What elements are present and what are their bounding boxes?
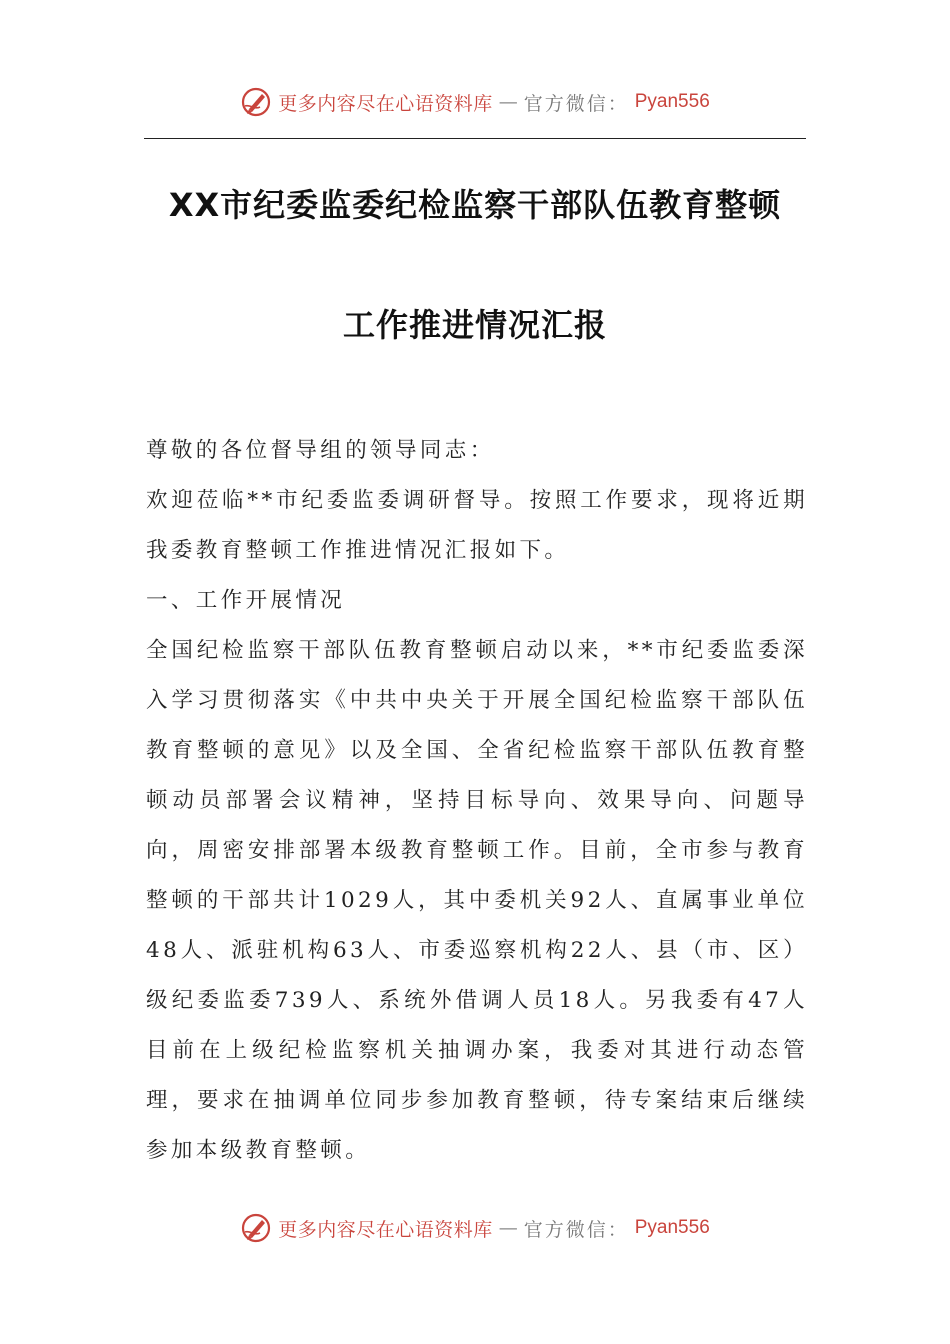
pen-logo-icon <box>240 1212 272 1244</box>
salutation: 尊敬的各位督导组的领导同志： <box>146 438 495 463</box>
watermark-main-text: 更多内容尽在心语资料库 <box>278 92 493 115</box>
footer-watermark <box>0 1212 950 1244</box>
watermark-wechat-id: Pyan556 <box>634 91 710 112</box>
header-divider <box>144 138 806 139</box>
watermark-wechat-id: Pyan556 <box>634 1217 710 1238</box>
header-watermark <box>0 86 950 118</box>
watermark-official-label: 官方微信： <box>523 1218 629 1241</box>
document-body <box>146 426 808 1176</box>
watermark-official-label: 官方微信： <box>523 92 629 115</box>
document-title-line2: 工作推进情况汇报 <box>342 306 607 344</box>
section-heading-1: 一、工作开展情况 <box>146 588 346 613</box>
pen-logo-icon <box>240 86 272 118</box>
intro-paragraph: 欢迎莅临**市纪委监委调研督导。按照工作要求，现将近期我委教育整顿工作推进情况汇报如下。 <box>146 488 808 563</box>
watermark-main-text: 更多内容尽在心语资料库 <box>278 1218 493 1241</box>
watermark-dash: — <box>498 91 518 113</box>
document-title-line1: XX市纪委监委纪检监察干部队伍教育整顿 <box>168 186 782 224</box>
watermark-dash: — <box>498 1217 518 1239</box>
section-1-paragraph: 全国纪检监察干部队伍教育整顿启动以来，**市纪委监委深入学习贯彻落实《中共中央关于开展全国纪检监察干部队伍教育整顿的意见》以及全国、全省纪检监察干部队伍教育整顿动员部署会议精神，坚持目标导向、效果导向、问题导向，周密安排部署本级教育整顿工作。目前，全市参与教育整顿的干部共计1029人，其中委机关92人、直属事业单位48人、派驻机构63人、市委巡察机构22人、县（市、区）级纪委监委739人、系统外借调人员18人。另我委有47人目前在上级纪检监察机关抽调办案，我委对其进行动态管理，要求在抽调单位同步参加教育整顿，待专案结束后继续参加本级教育整顿。 <box>146 638 808 1163</box>
